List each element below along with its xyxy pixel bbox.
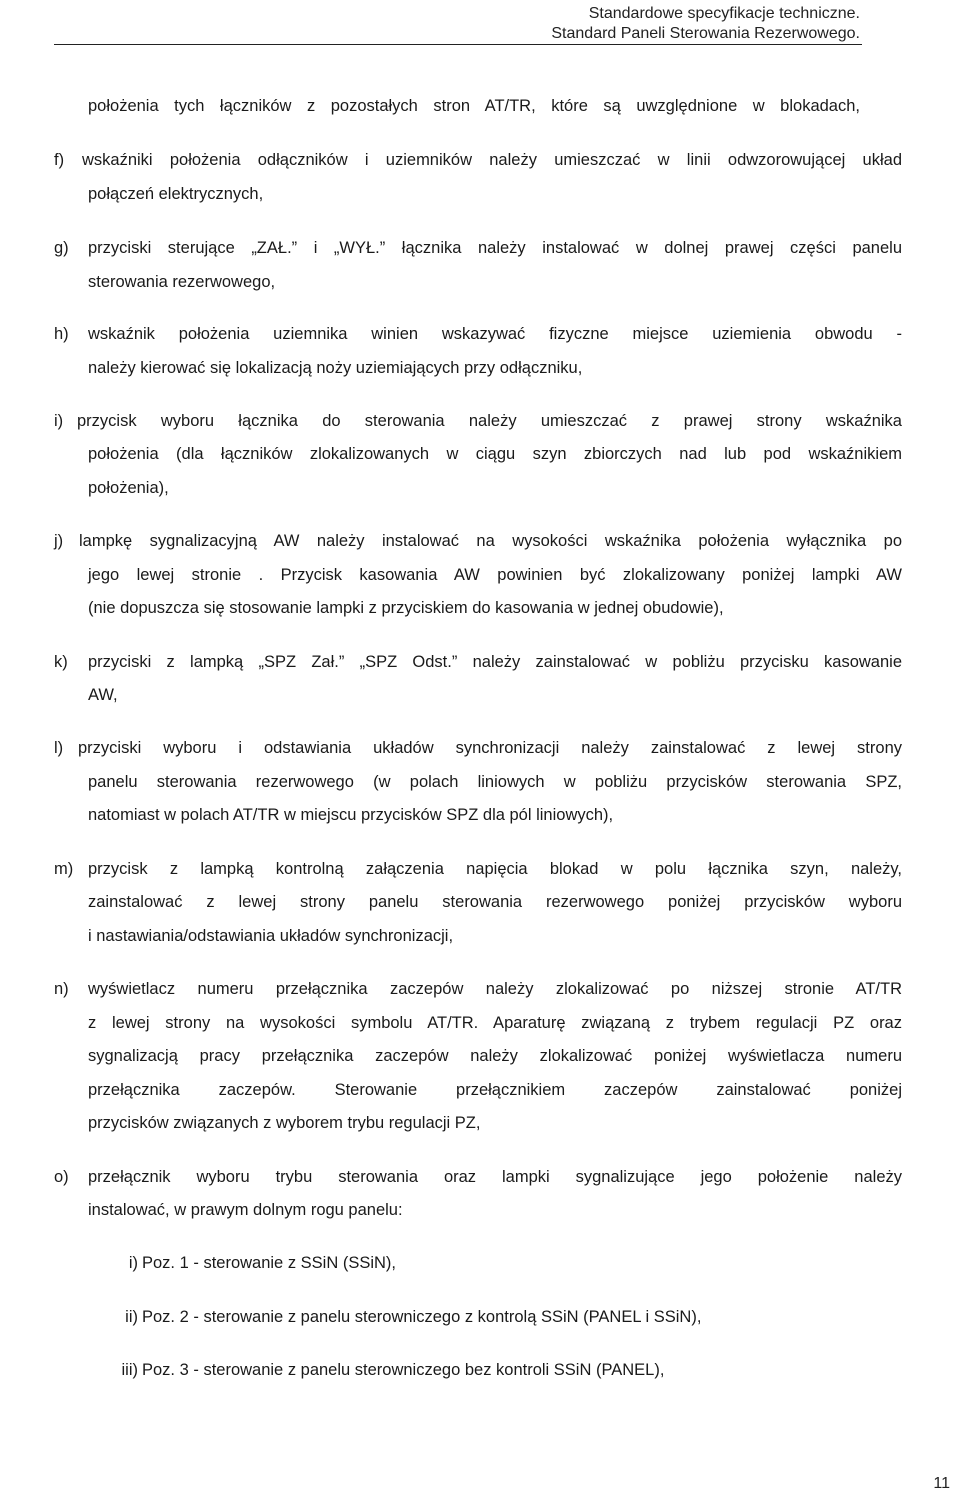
item-n-line-1: wyświetlacz numeru przełącznika zaczepów należy zlokalizować po niższej stronie AT/TR [88, 980, 902, 998]
page-number: 11 [933, 1475, 950, 1492]
subitem-3-label: iii) [121, 1361, 138, 1379]
item-i-label: i) [54, 412, 64, 430]
item-l-line-3: natomiast w polach AT/TR w miejscu przycisków SPZ dla pól liniowych), [88, 806, 614, 824]
item-m-line-3: i nastawiania/odstawiania układów synchronizacji, [88, 927, 454, 945]
item-n-label: n) [54, 980, 69, 998]
item-l-line-2: panelu sterowania rezerwowego (w polach liniowych w pobliżu przycisków sterowania SPZ, [88, 773, 902, 791]
item-n-line-2: z lewej strony na wysokości symbolu AT/TR. Aparaturę związaną z trybem regulacji PZ oraz [88, 1014, 902, 1032]
item-n-line-5: przycisków związanych z wyborem trybu regulacji PZ, [88, 1114, 481, 1132]
item-f-line-2: połączeń elektrycznych, [88, 185, 264, 203]
item-i-line-1: przycisk wyboru łącznika do sterowania należy umieszczać z prawej strony wskaźnika [77, 412, 902, 430]
item-j-line-1: lampkę sygnalizacyjną AW należy instalować na wysokości wskaźnika położenia wyłącznika po [79, 532, 902, 550]
intro-continuation: położenia tych łączników z pozostałych stron AT/TR, które są uwzględnione w blokadach, [88, 97, 860, 115]
item-h-label: h) [54, 325, 69, 343]
item-g-label: g) [54, 239, 69, 257]
header-divider [54, 44, 862, 45]
item-k-label: k) [54, 653, 68, 671]
item-k-line-1: przyciski z lampką „SPZ Zał.” „SPZ Odst.” należy zainstalować w pobliżu przycisku kasowanie [88, 653, 902, 671]
item-i-line-3: położenia), [88, 479, 169, 497]
item-l-line-1: przyciski wyboru i odstawiania układów synchronizacji należy zainstalować z lewej strony [78, 739, 902, 757]
item-i-line-2: położenia (dla łączników zlokalizowanych w ciągu szyn zbiorczych nad lub pod wskaźnikiem [88, 445, 902, 463]
subitem-1-text: Poz. 1 - sterowanie z SSiN (SSiN), [142, 1254, 396, 1272]
subitem-2-label: ii) [125, 1308, 138, 1326]
item-j-line-3: (nie dopuszcza się stosowanie lampki z przyciskiem do kasowania w jednej obudowie), [88, 599, 724, 617]
item-h-line-2: należy kierować się lokalizacją noży uziemiających przy odłączniku, [88, 359, 583, 377]
subitem-2-text: Poz. 2 - sterowanie z panelu sterowniczego z kontrolą SSiN (PANEL i SSiN), [142, 1308, 702, 1326]
item-n-line-3: sygnalizacją pracy przełącznika zaczepów należy zlokalizować poniżej wyświetlacza numeru [88, 1047, 902, 1065]
item-j-line-2: jego lewej stronie . Przycisk kasowania AW powinien być zlokalizowany poniżej lampki AW [88, 566, 902, 584]
item-g-line-2: sterowania rezerwowego, [88, 273, 276, 291]
item-h-line-1: wskaźnik położenia uziemnika winien wskazywać fizyczne miejsce uziemienia obwodu - [88, 325, 902, 343]
item-o-line-1: przełącznik wyboru trybu sterowania oraz lampki sygnalizujące jego położenie należy [88, 1168, 902, 1186]
item-n-line-4: przełącznika zaczepów. Sterowanie przełącznikiem zaczepów zainstalować poniżej [88, 1081, 902, 1099]
header-title-line-1: Standardowe specyfikacje techniczne. [588, 5, 860, 22]
item-f-label: f) [54, 151, 65, 169]
item-l-label: l) [54, 739, 64, 757]
subitem-1-label: i) [128, 1254, 138, 1272]
header-title-line-2: Standard Paneli Sterowania Rezerwowego. [551, 25, 860, 42]
item-f-line-1: wskaźniki położenia odłączników i uziemników należy umieszczać w linii odwzorowującej układ [82, 151, 902, 169]
page-header [0, 4, 860, 44]
item-o-line-2: instalować, w prawym dolnym rogu panelu: [88, 1201, 403, 1219]
item-k-line-2: AW, [88, 686, 118, 704]
item-m-line-1: przycisk z lampką kontrolną załączenia napięcia blokad w polu łącznika szyn, należy, [88, 860, 902, 878]
item-m-line-2: zainstalować z lewej strony panelu sterowania rezerwowego poniżej przycisków wyboru [88, 893, 902, 911]
item-j-label: j) [54, 532, 64, 550]
subitem-3-text: Poz. 3 - sterowanie z panelu sterowniczego bez kontroli SSiN (PANEL), [142, 1361, 665, 1379]
item-o-label: o) [54, 1168, 69, 1186]
item-g-line-1: przyciski sterujące „ZAŁ.” i „WYŁ.” łącznika należy instalować w dolnej prawej części panelu [88, 239, 902, 257]
item-m-label: m) [54, 860, 74, 878]
